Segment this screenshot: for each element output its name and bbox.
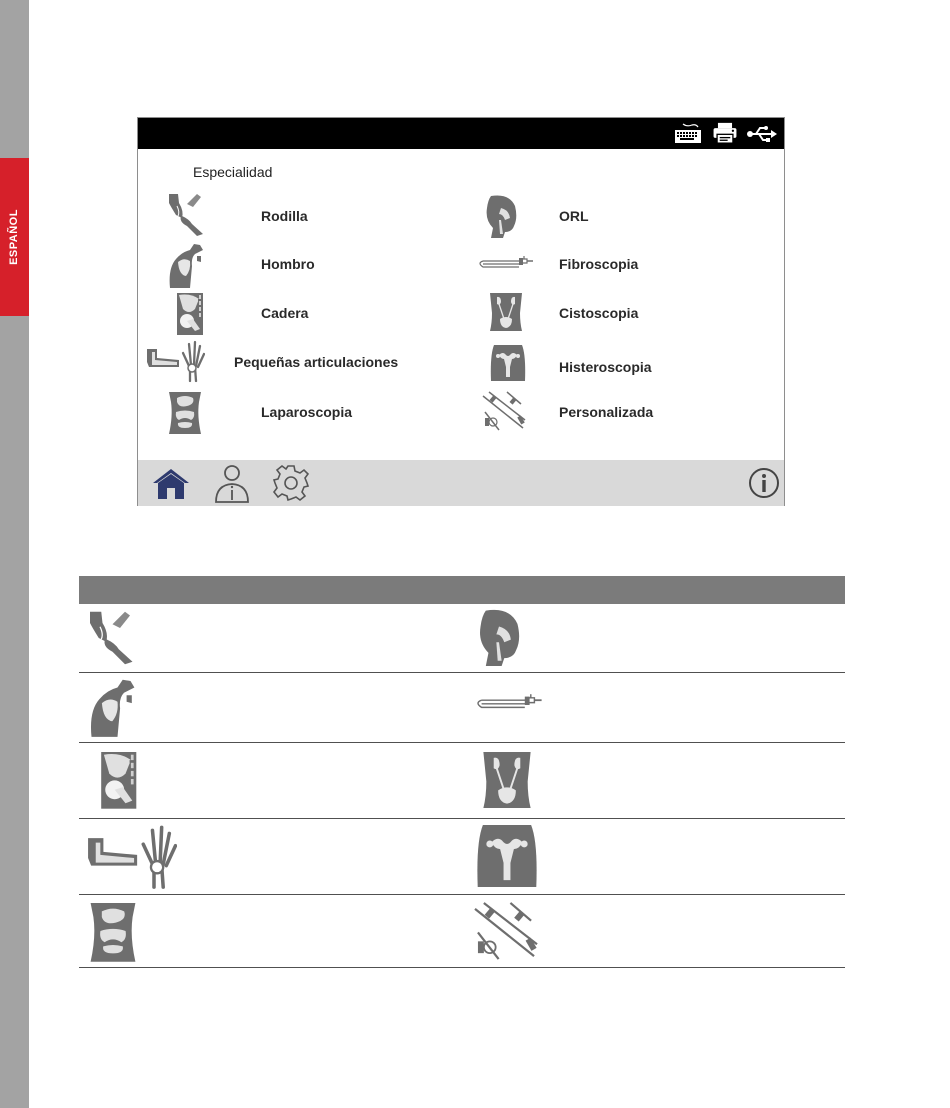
specialty-label: Histeroscopia (559, 359, 652, 375)
specialty-label: ORL (559, 208, 589, 224)
specialty-label: Hombro (261, 256, 315, 272)
bottom-toolbar (138, 460, 784, 506)
table-cell (79, 819, 462, 894)
table-cell (462, 743, 845, 818)
specialty-pequenas-articulaciones[interactable] (145, 340, 445, 386)
keyboard-icon (673, 123, 703, 145)
table-cell (462, 819, 845, 894)
usb-icon (746, 123, 778, 145)
specialty-label: Cadera (261, 305, 309, 321)
knee-icon (85, 609, 135, 667)
specialty-label: Personalizada (559, 404, 654, 420)
specialty-orl[interactable] (481, 194, 781, 240)
specialty-label: Rodilla (261, 208, 308, 224)
knee-icon (165, 194, 205, 236)
status-bar (138, 118, 784, 149)
table-cell (462, 604, 845, 672)
instruments-icon (472, 900, 540, 962)
user-icon[interactable] (213, 463, 251, 503)
specialty-label: Laparoscopia (261, 404, 353, 420)
table-row (79, 895, 845, 968)
head-icon (481, 194, 521, 238)
specialty-personalizada[interactable] (481, 390, 781, 436)
settings-icon[interactable] (272, 464, 310, 502)
specialty-histeroscopia[interactable] (488, 345, 788, 391)
specialty-label: Fibroscopia (559, 256, 639, 272)
device-screen (137, 117, 785, 506)
fiberscope-icon (475, 255, 535, 275)
hip-icon (165, 291, 205, 335)
uterus-icon (488, 345, 528, 381)
table-cell (462, 895, 845, 967)
head-icon (472, 608, 526, 666)
table-cell (462, 673, 845, 742)
bladder-icon (486, 291, 526, 333)
table-row (79, 819, 845, 895)
small-joints-icon (145, 340, 205, 384)
table-row (79, 743, 845, 819)
specialty-rodilla[interactable] (165, 194, 465, 240)
table-row (79, 673, 845, 743)
table-cell (79, 673, 462, 742)
table-header (79, 576, 845, 604)
screen-title: Especialidad (193, 164, 273, 180)
specialty-cadera[interactable] (165, 291, 465, 337)
abdomen-icon (85, 900, 141, 962)
table-cell (79, 604, 462, 672)
hip-icon (85, 748, 139, 810)
language-tab-label: ESPAÑOL (8, 209, 20, 265)
small-joints-icon (85, 824, 177, 892)
table-cell (79, 895, 462, 967)
abdomen-icon (165, 390, 205, 434)
table-cell (79, 743, 462, 818)
specialty-cistoscopia[interactable] (486, 291, 786, 337)
specialty-fibroscopia[interactable] (481, 242, 781, 288)
specialty-hombro[interactable] (165, 242, 465, 288)
home-icon[interactable] (152, 468, 190, 500)
specialty-label: Cistoscopia (559, 305, 639, 321)
instruments-icon (481, 390, 527, 432)
specialty-laparoscopia[interactable] (165, 390, 465, 436)
bladder-icon (472, 749, 542, 811)
table-row (79, 604, 845, 673)
printer-icon (711, 122, 739, 144)
uterus-icon (472, 825, 542, 887)
info-icon[interactable] (748, 467, 780, 499)
shoulder-icon (85, 677, 137, 737)
shoulder-icon (165, 242, 205, 288)
specialty-label: Pequeñas articulaciones (234, 354, 399, 370)
fiberscope-icon (472, 693, 544, 717)
